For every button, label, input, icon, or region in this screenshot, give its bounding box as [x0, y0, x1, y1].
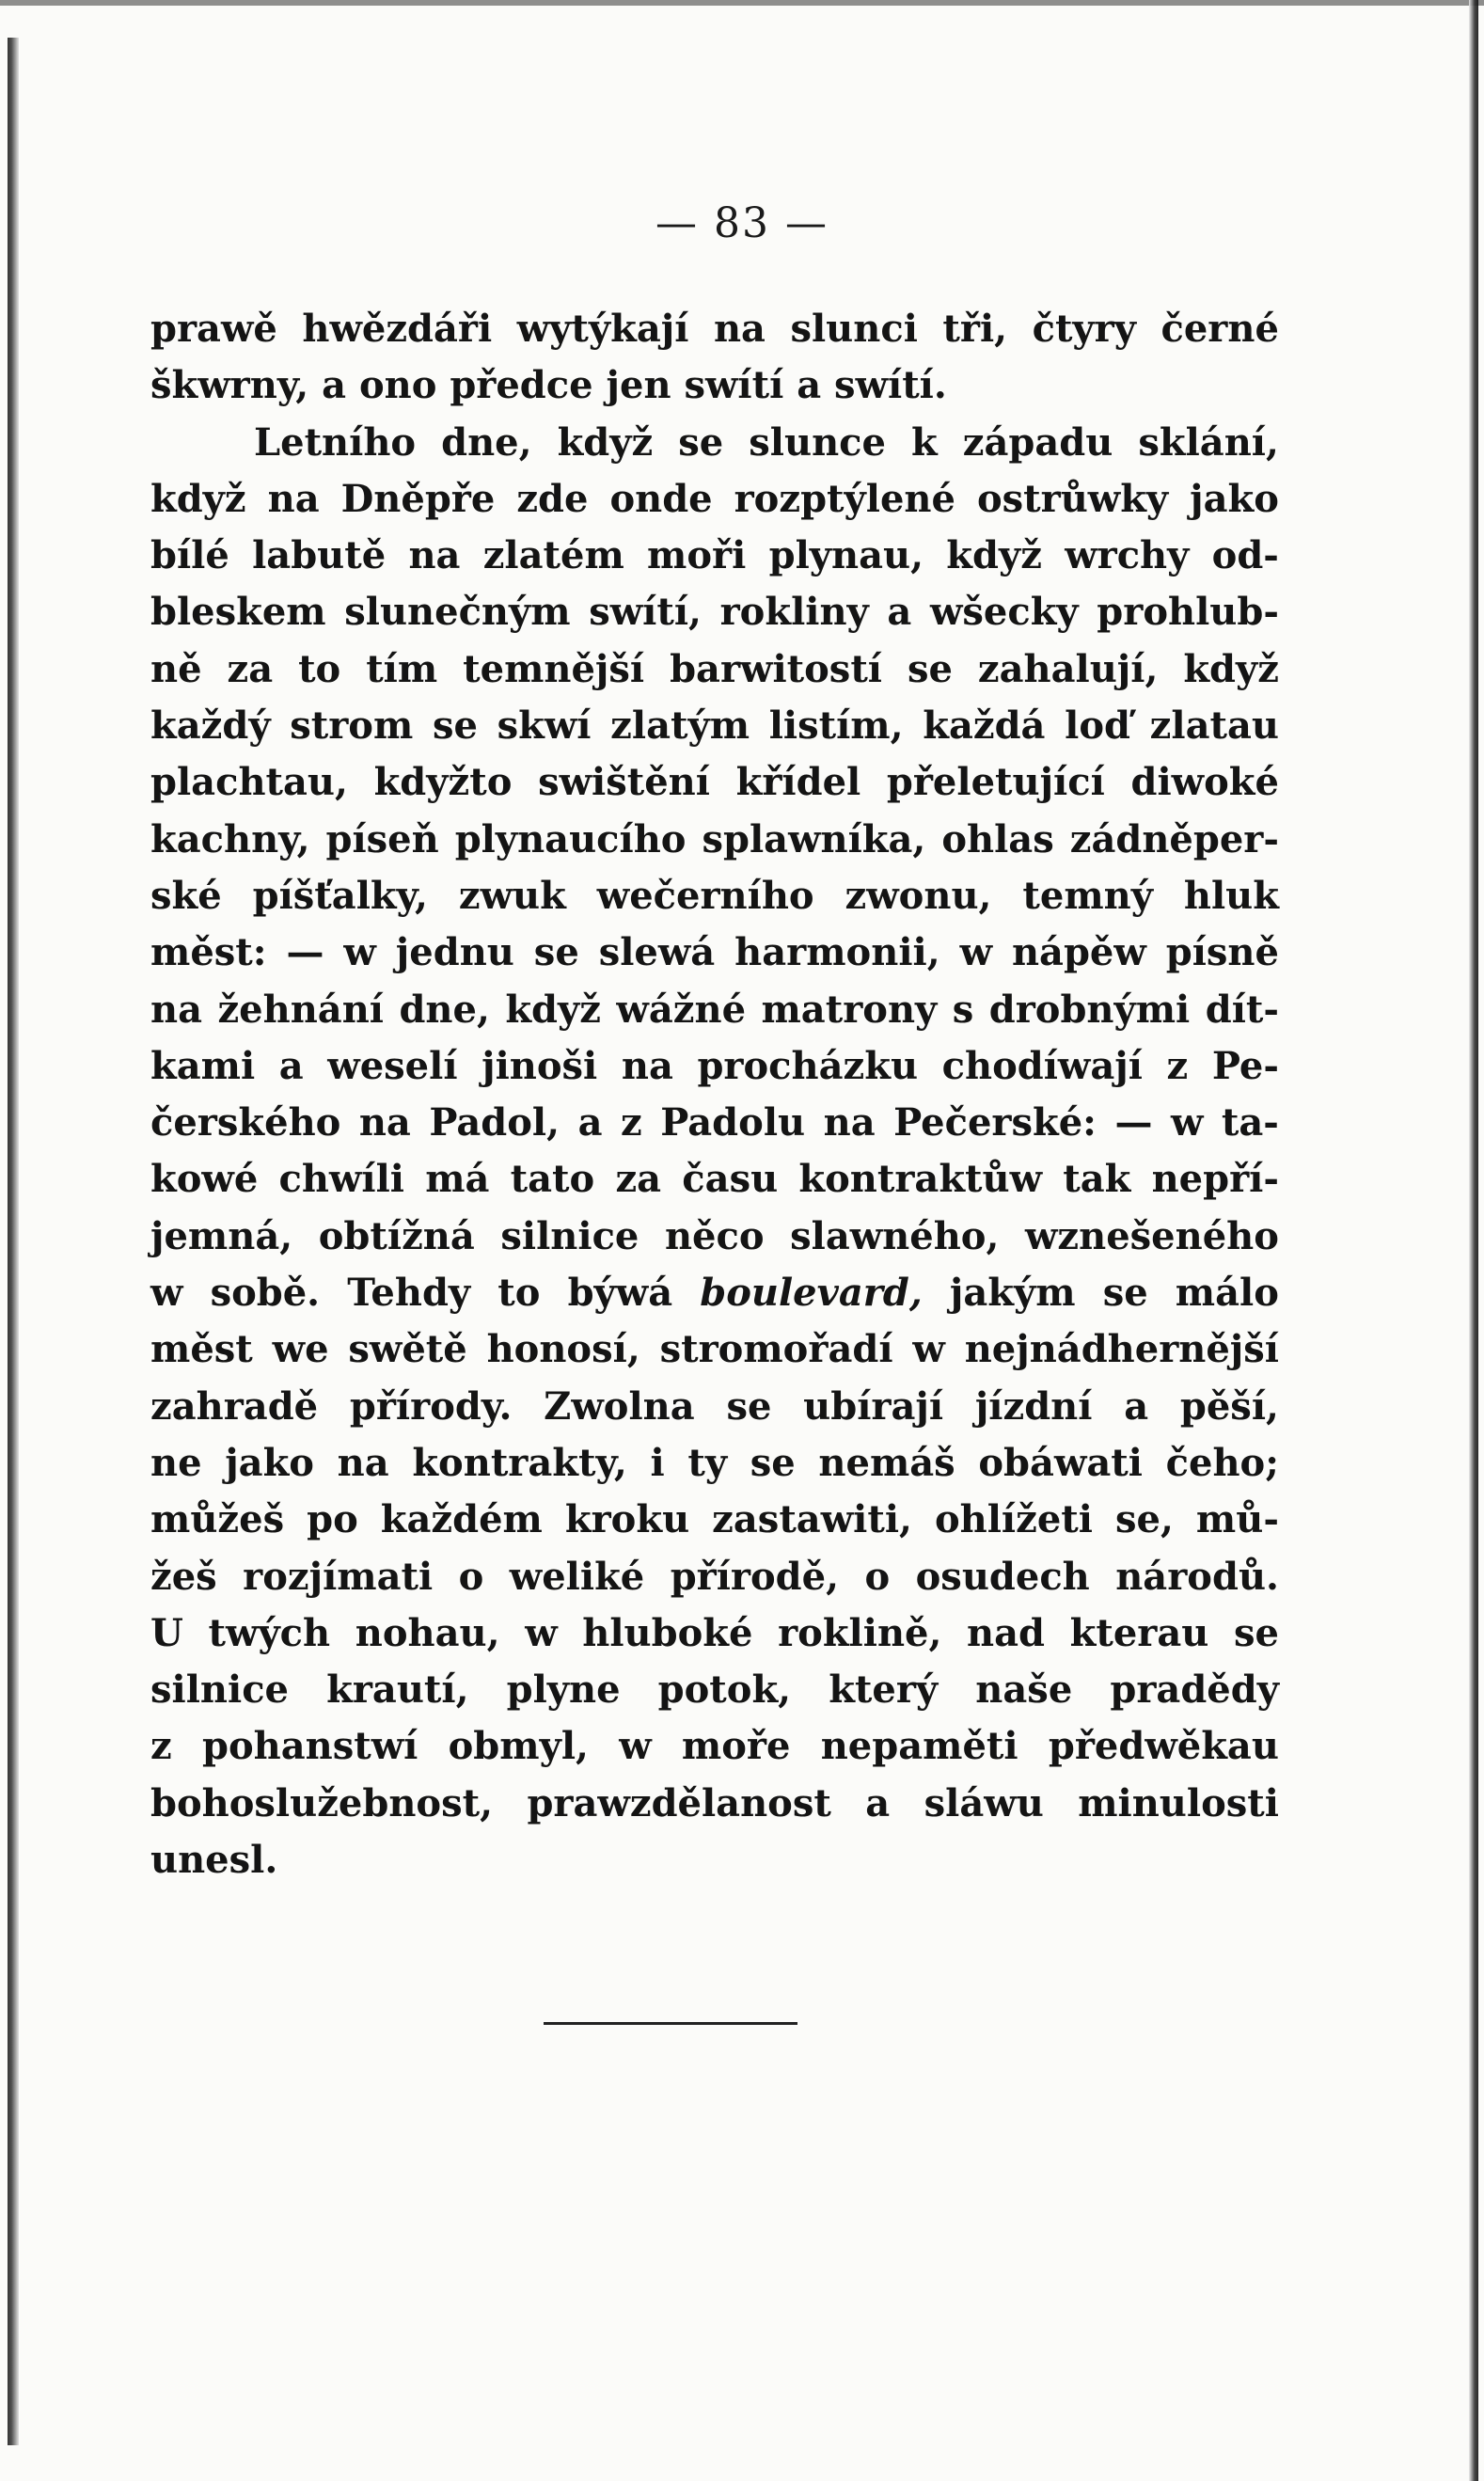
word: potok, [657, 1667, 792, 1713]
word: pěší, [1179, 1383, 1279, 1429]
word: prohlub- [1097, 590, 1279, 635]
word: sláwu [924, 1780, 1044, 1825]
word: jako [1190, 476, 1279, 521]
word: tak [1063, 1157, 1131, 1202]
text-line [150, 1435, 1279, 1492]
word: píšťalky, [252, 873, 428, 918]
word: plyne [506, 1667, 621, 1713]
word: to [497, 1271, 541, 1316]
word: k [910, 419, 938, 465]
word: čeho; [1165, 1440, 1279, 1485]
text-line [150, 698, 1279, 754]
word: i [650, 1440, 665, 1485]
word: silnice [500, 1213, 639, 1258]
word: nad [967, 1610, 1046, 1655]
word: a [577, 1100, 603, 1146]
word: západu [962, 419, 1113, 465]
word: zádněper- [1069, 816, 1279, 861]
word: stromořadí [659, 1327, 893, 1372]
word: čerského [150, 1100, 341, 1146]
word: černé [1160, 307, 1279, 351]
text-line [150, 1549, 1279, 1605]
word: býwá [567, 1271, 673, 1316]
word: wážné [616, 987, 747, 1032]
word: — [286, 930, 324, 975]
word: kami [150, 1043, 256, 1088]
word: w [959, 930, 993, 975]
word: wytýkají [516, 307, 689, 351]
word: po [307, 1497, 358, 1542]
word: — [1114, 1100, 1153, 1146]
word: ubírají [803, 1383, 944, 1429]
word: se [726, 1383, 772, 1429]
word: jemná, [150, 1213, 293, 1258]
word: tím [366, 646, 438, 691]
word: s [952, 987, 974, 1032]
word: nemáš [818, 1440, 955, 1485]
word: nápěw [1011, 930, 1146, 975]
word: labutě [252, 533, 387, 578]
word: temnější [463, 646, 645, 691]
word: mů- [1195, 1497, 1279, 1542]
scan-right-edge [1469, 0, 1478, 2481]
word: Pe- [1211, 1043, 1279, 1088]
word: který [829, 1667, 939, 1713]
word: národů. [1115, 1554, 1279, 1599]
word: strom [290, 703, 414, 749]
word: se [533, 930, 579, 975]
text-line [150, 1095, 1279, 1151]
section-separator-rule [544, 2022, 797, 2025]
word: za [227, 646, 274, 691]
word: osudech [915, 1554, 1090, 1599]
word: píseň [325, 816, 439, 861]
word: wečerního [596, 873, 814, 918]
word: honosí, [486, 1327, 640, 1372]
word: se [750, 1440, 796, 1485]
word: rokliny [719, 590, 869, 635]
word: w [912, 1327, 945, 1372]
word: skwí [497, 703, 592, 749]
word: w [150, 1271, 183, 1316]
word: sklání, [1138, 419, 1279, 465]
word: w [525, 1610, 558, 1655]
word: U [150, 1610, 183, 1655]
word: w [619, 1724, 652, 1769]
text-line [150, 415, 1279, 471]
word: za [615, 1157, 662, 1202]
scan-top-edge [0, 0, 1484, 6]
word: rozjímati [243, 1554, 434, 1599]
word: škwrny, [150, 363, 323, 408]
word: kachny, [150, 816, 310, 861]
word: tato [510, 1157, 595, 1202]
word: o [458, 1554, 484, 1599]
word: swítí. [834, 363, 947, 408]
word: kroku [564, 1497, 690, 1542]
word: zde [516, 476, 589, 521]
word: bohoslužebnost, [150, 1780, 494, 1825]
word: swítí [684, 363, 797, 408]
word: dne, [399, 987, 490, 1032]
word: přeletující [886, 760, 1105, 805]
word: matrony [761, 987, 938, 1032]
word: wrchy [1065, 533, 1190, 578]
word: zlatém [482, 533, 624, 578]
word: nepaměti [820, 1724, 1018, 1769]
word: ty [687, 1440, 728, 1485]
text-line [150, 584, 1279, 640]
word: a [278, 1043, 304, 1088]
word: moře [681, 1724, 791, 1769]
word: kowé [150, 1157, 259, 1202]
word: kdyžto [373, 760, 513, 805]
word: dne, [441, 419, 532, 465]
word: jako [225, 1440, 314, 1485]
word: obmyl, [448, 1724, 589, 1769]
word: každém [380, 1497, 543, 1542]
word: pradědy [1110, 1667, 1279, 1713]
word: písně [1165, 930, 1279, 975]
word: když [150, 476, 246, 521]
word: diwoké [1130, 760, 1279, 805]
word: jakým [949, 1271, 1076, 1316]
word: zastawiti, [712, 1497, 912, 1542]
page-number: — 83 — [655, 199, 829, 247]
word: Padol, [429, 1100, 560, 1146]
word: swětě [348, 1327, 467, 1372]
word: onde [609, 476, 713, 521]
word: křídel [735, 760, 861, 805]
word: něco [664, 1213, 765, 1258]
word: slewá [598, 930, 716, 975]
word: Padolu [660, 1100, 806, 1146]
word: měst: [150, 930, 267, 975]
word: měst [150, 1327, 253, 1372]
word: prawě [150, 307, 277, 351]
text-line [150, 1718, 1279, 1775]
word: rozptýlené [734, 476, 955, 521]
word: kterau [1069, 1610, 1209, 1655]
word: swištění [538, 760, 710, 805]
word: na [713, 307, 766, 351]
text-line [150, 1776, 1279, 1832]
word: z [150, 1724, 172, 1769]
word: ostrůwky [976, 476, 1169, 521]
word: weselí [327, 1043, 458, 1088]
word: dít- [1205, 987, 1279, 1032]
word: sobě. [210, 1271, 321, 1316]
word: přírody. [349, 1383, 513, 1429]
word: se [1102, 1271, 1148, 1316]
word: každý [150, 703, 271, 749]
word: ne [150, 1440, 202, 1485]
word: se [678, 419, 724, 465]
word: barwitostí [670, 646, 882, 691]
word: Zwolna [544, 1383, 695, 1429]
word: temný [1022, 873, 1153, 918]
word: w [343, 930, 376, 975]
word: málo [1175, 1271, 1279, 1316]
word: loď [1065, 703, 1130, 749]
text-line [150, 982, 1279, 1038]
word: na [621, 1043, 673, 1088]
word: když [946, 533, 1042, 578]
word: se, [1114, 1497, 1174, 1542]
word: slunci [790, 307, 918, 351]
text-line [150, 1265, 1279, 1321]
word: wšecky [929, 590, 1079, 635]
body-text [150, 301, 1279, 1888]
word: od- [1211, 533, 1279, 578]
word: nohau, [355, 1610, 500, 1655]
word: wznešeného [1024, 1213, 1279, 1258]
word: má [425, 1157, 490, 1202]
text-line [150, 1832, 1279, 1888]
word: zlatau [1149, 703, 1279, 749]
word: čtyry [1032, 307, 1136, 351]
word: a [322, 363, 359, 408]
word: kontraktůw [798, 1157, 1043, 1202]
text-line [150, 641, 1279, 698]
word: moři [647, 533, 747, 578]
word: Tehdy [347, 1271, 471, 1316]
word: ono [358, 363, 450, 408]
word: na [358, 1100, 411, 1146]
word: hluk [1183, 873, 1279, 918]
text-line [150, 1662, 1279, 1718]
word: Pečerské: [893, 1100, 1097, 1146]
word: plynau, [768, 533, 924, 578]
word: naše [975, 1667, 1073, 1713]
word: procházku [697, 1043, 919, 1088]
word: Letního [254, 419, 417, 465]
word: přírodě, [670, 1554, 840, 1599]
word: ohlížeti [934, 1497, 1093, 1542]
word: drobnými [988, 987, 1191, 1032]
word: jinoši [482, 1043, 598, 1088]
word: zwonu, [845, 873, 992, 918]
text-line [150, 924, 1279, 981]
text-line [150, 301, 1279, 357]
word: žehnání [217, 987, 384, 1032]
word: to [298, 646, 341, 691]
word: když [557, 419, 654, 465]
word: nepří- [1151, 1157, 1279, 1202]
text-line [150, 1492, 1279, 1548]
word: z [621, 1100, 642, 1146]
word: se [432, 703, 478, 749]
word: we [272, 1327, 329, 1372]
word: a [887, 590, 912, 635]
word: na [823, 1100, 876, 1146]
word: harmonii, [734, 930, 940, 975]
word: když [1183, 646, 1279, 691]
word: prawzdělanost [527, 1780, 831, 1825]
text-line [150, 1321, 1279, 1378]
word: každá [923, 703, 1046, 749]
word: slunečným [344, 590, 571, 635]
word: unesl. [150, 1838, 278, 1883]
word: jízdní [974, 1383, 1093, 1429]
text-line [150, 1379, 1279, 1435]
word: roklině, [778, 1610, 942, 1655]
word: času [682, 1157, 779, 1202]
word: weliké [509, 1554, 645, 1599]
word: zahalují, [977, 646, 1159, 691]
word: bleskem [150, 590, 326, 635]
text-line [150, 812, 1279, 868]
word: zlatým [610, 703, 750, 749]
text-line [150, 471, 1279, 528]
word: chwíli [278, 1157, 404, 1202]
word: ohlas [941, 816, 1054, 861]
text-line [150, 357, 1279, 414]
word: krautí, [326, 1667, 469, 1713]
word: na [150, 987, 202, 1032]
word: plachtau, [150, 760, 348, 805]
word: listím, [768, 703, 904, 749]
word: kontrakty, [412, 1440, 627, 1485]
word: když [505, 987, 601, 1032]
word: hwězdáři [302, 307, 493, 351]
word: silnice [150, 1667, 289, 1713]
word: swítí, [589, 590, 702, 635]
text-line [150, 1209, 1279, 1265]
word: Dněpře [340, 476, 496, 521]
word: předce [450, 363, 607, 408]
word: w [1170, 1100, 1204, 1146]
text-line [150, 754, 1279, 811]
word: obáwati [978, 1440, 1143, 1485]
text-line [150, 1151, 1279, 1208]
text-line [150, 1605, 1279, 1662]
word: boulevard, [700, 1271, 923, 1316]
word: můžeš [150, 1497, 285, 1542]
word: twých [208, 1610, 331, 1655]
word: jednu [395, 930, 514, 975]
word: ské [150, 873, 222, 918]
word: ně [150, 646, 202, 691]
word: předwěkau [1048, 1724, 1279, 1769]
word: minulosti [1078, 1780, 1279, 1825]
word: se [907, 646, 953, 691]
word: slawného, [790, 1213, 1000, 1258]
word: bílé [150, 533, 229, 578]
word: nejnádhernější [964, 1327, 1279, 1372]
word: obtížná [318, 1213, 475, 1258]
word: zwuk [458, 873, 566, 918]
word: splawníka, [702, 816, 926, 861]
word: a [865, 1780, 891, 1825]
word: se [1234, 1610, 1279, 1655]
word: a [1124, 1383, 1149, 1429]
word: ta- [1221, 1100, 1279, 1146]
text-line [150, 868, 1279, 924]
word: žeš [150, 1554, 217, 1599]
word: na [337, 1440, 389, 1485]
word: na [408, 533, 461, 578]
text-line [150, 528, 1279, 584]
word: chodíwají [941, 1043, 1143, 1088]
word: z [1166, 1043, 1189, 1088]
word: jen [606, 363, 685, 408]
word: hluboké [582, 1610, 753, 1655]
word: tři, [942, 307, 1008, 351]
word: o [864, 1554, 891, 1599]
scan-left-edge [8, 38, 19, 2445]
word: a [797, 363, 835, 408]
text-line [150, 1038, 1279, 1095]
word: na [267, 476, 320, 521]
word: slunce [749, 419, 886, 465]
word: plynaucího [454, 816, 687, 861]
word: pohanstwí [201, 1724, 418, 1769]
word: zahradě [150, 1383, 319, 1429]
